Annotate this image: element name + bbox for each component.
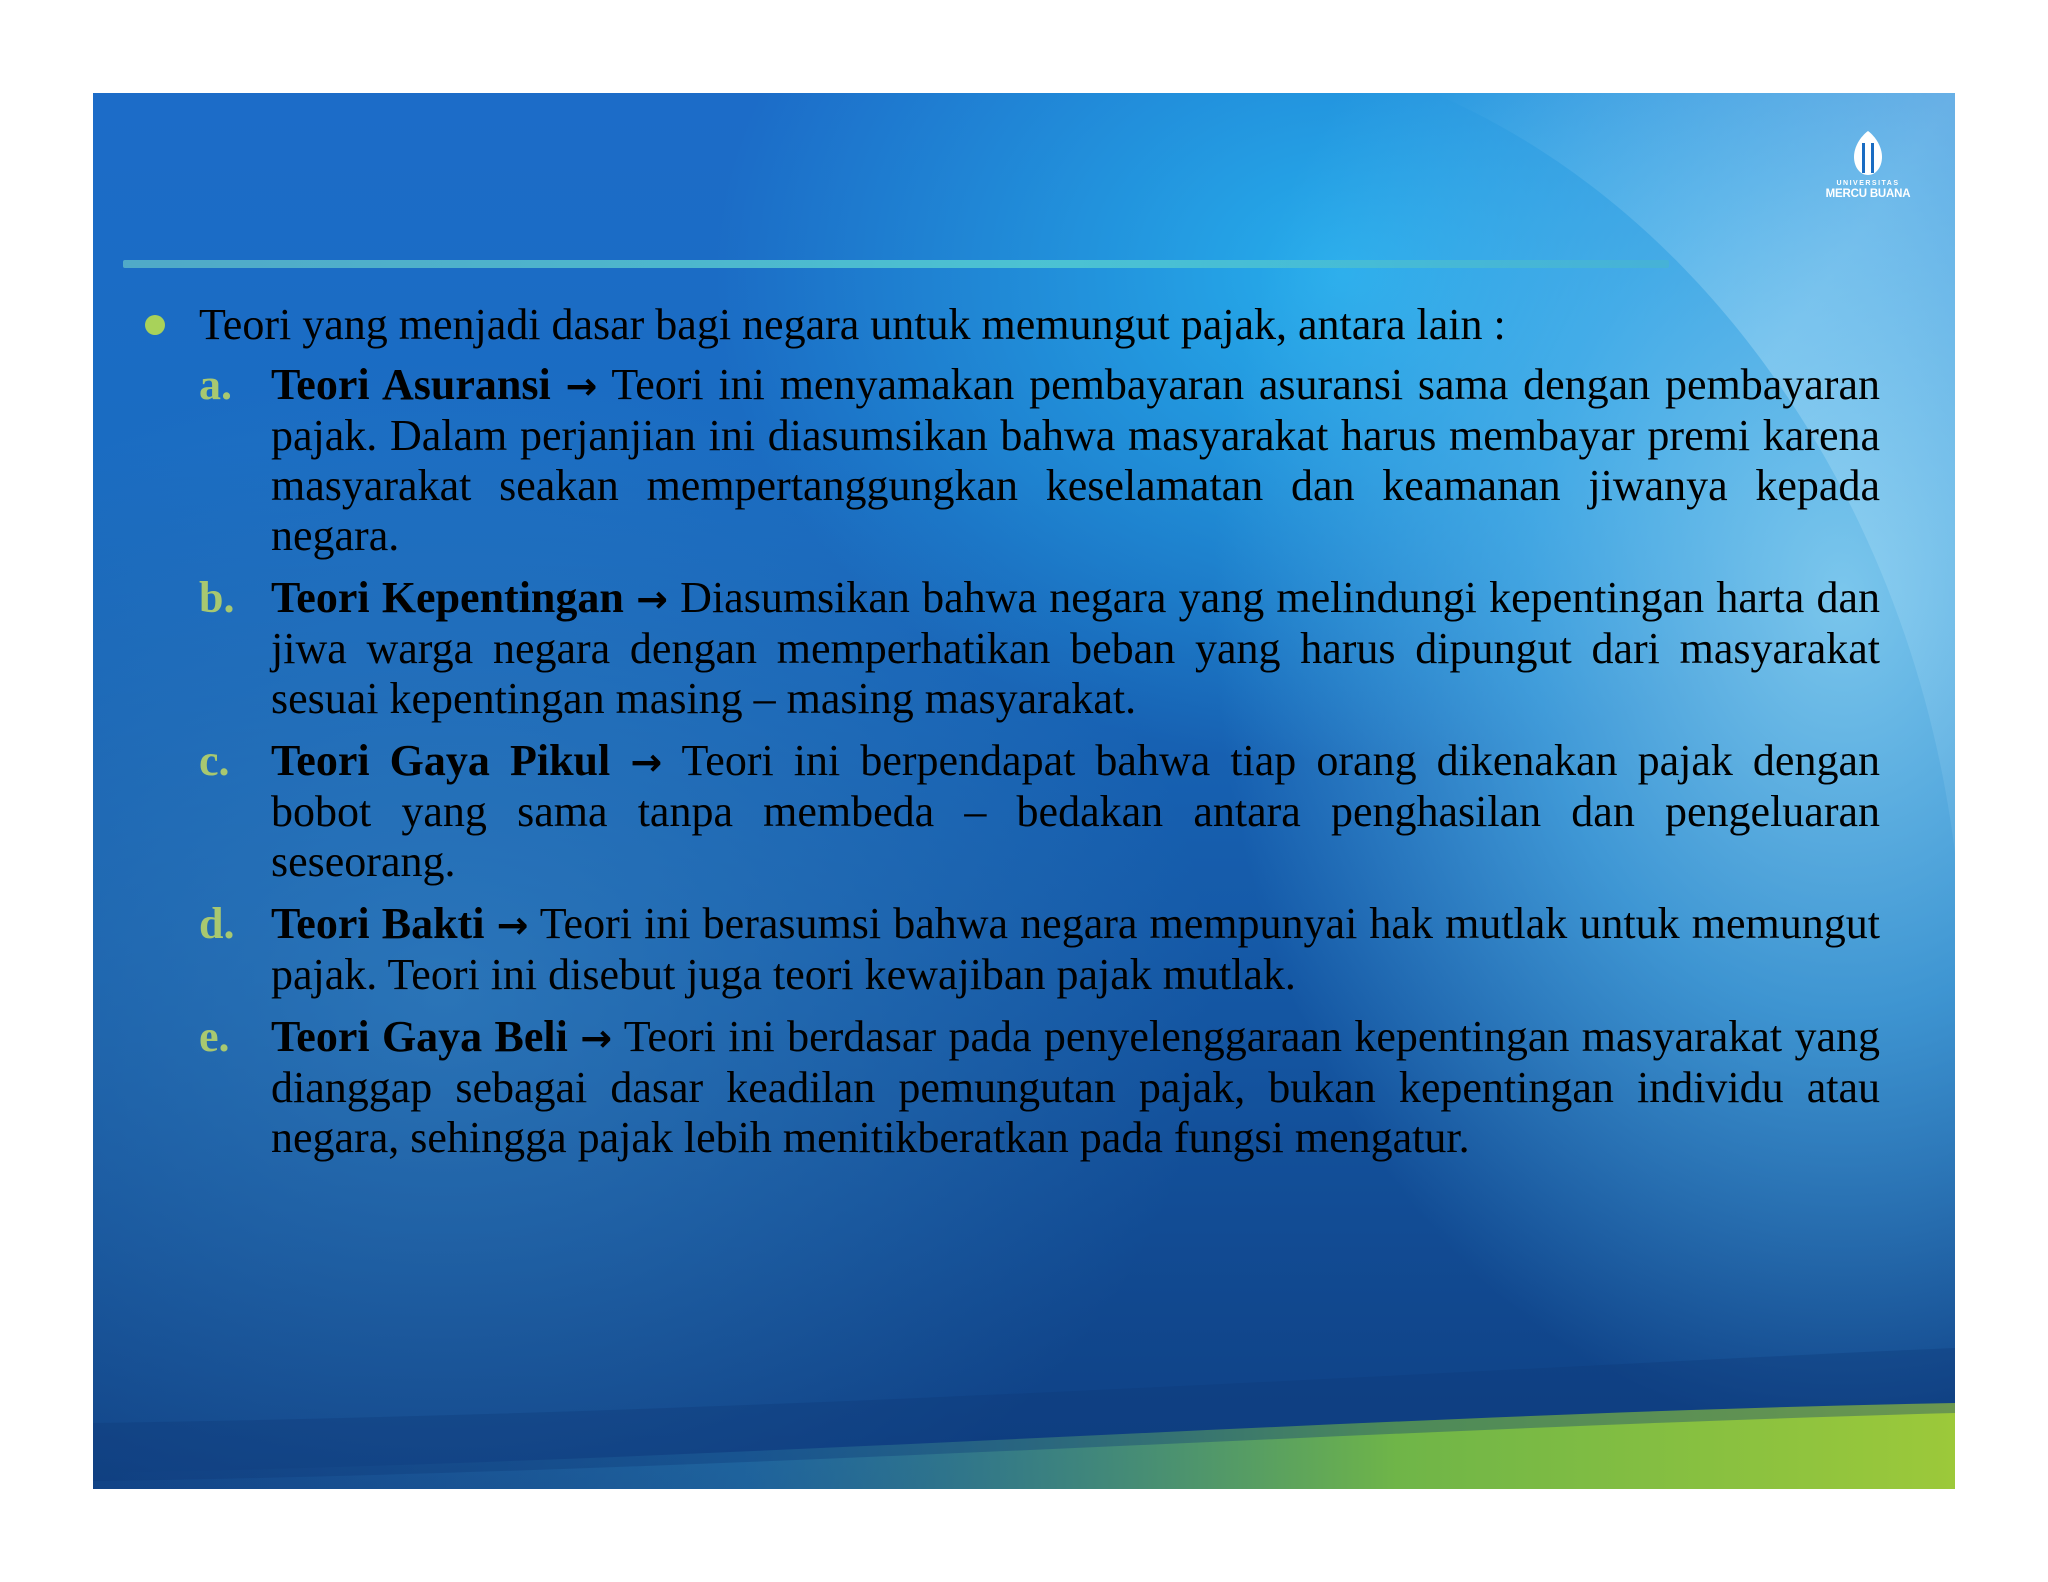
list-item-letter: c. xyxy=(199,736,230,785)
bullet-dot-icon xyxy=(145,315,165,335)
list-item-bakti xyxy=(145,899,1880,1000)
arrow-right-icon: → xyxy=(580,1016,613,1060)
list-item-text: Teori ini menyamakan pembayaran asuransi sama dengan pembayaran pajak. Dalam perjanjian ini diasumsikan bahwa masyarakat harus membayar premi karena masyarakat seakan mempertanggungkan keselamatan dan keamanan jiwanya kepada negara. xyxy=(271,360,1880,560)
list-item-gaya-beli xyxy=(145,1012,1880,1163)
arrow-right-icon: → xyxy=(565,364,598,408)
list-item-title: Teori Asuransi xyxy=(271,360,551,409)
list-item-title: Teori Kepentingan xyxy=(271,573,624,622)
arrow-right-icon: → xyxy=(496,903,529,947)
title-divider xyxy=(123,260,1669,268)
list-item-text: Diasumsikan bahwa negara yang melindungi kepentingan harta dan jiwa warga negara dengan memperhatikan beban yang harus dipungut dari masyarakat sesuai kepentingan masing – masing masyarakat. xyxy=(271,573,1881,723)
list-item-text: Teori ini berpendapat bahwa tiap orang dikenakan pajak dengan bobot yang sama tanpa membeda – bedakan antara penghasilan dan pengeluaran seseorang. xyxy=(271,736,1880,886)
list-item-title: Teori Gaya Pikul xyxy=(271,736,611,785)
slide xyxy=(93,93,1955,1489)
slide-content xyxy=(145,298,1880,1175)
logo-big-text: MERCU BUANA xyxy=(1825,188,1911,200)
arrow-right-icon: → xyxy=(630,740,663,784)
list-item-letter: b. xyxy=(199,573,235,622)
list-item-kepentingan xyxy=(145,573,1880,724)
list-item-letter: e. xyxy=(199,1012,230,1061)
logo-small-text: UNIVERSITAS xyxy=(1836,180,1900,187)
list-item-letter: a. xyxy=(199,360,232,409)
arrow-right-icon: → xyxy=(636,577,668,621)
list-item-text: Teori ini berdasar pada penyelenggaraan kepentingan masyarakat yang dianggap sebagai dasar keadilan pemungutan pajak, bukan kepentingan individu atau negara, sehingga pajak lebih menitikberatkan pada fungsi mengatur. xyxy=(271,1012,1880,1162)
list-item-gaya-pikul xyxy=(145,736,1880,887)
list-item-asuransi xyxy=(145,360,1880,561)
list-item-title: Teori Bakti xyxy=(271,899,485,948)
intro-text: Teori yang menjadi dasar bagi negara untuk memungut pajak, antara lain : xyxy=(199,300,1506,349)
list-item-title: Teori Gaya Beli xyxy=(271,1012,568,1061)
list-item-letter: d. xyxy=(199,899,235,948)
list-item-text: Teori ini berasumsi bahwa negara mempunyai hak mutlak untuk memungut pajak. Teori ini disebut juga teori kewajiban pajak mutlak. xyxy=(271,899,1880,999)
university-logo-icon xyxy=(1848,129,1888,177)
university-logo xyxy=(1813,129,1923,209)
intro-bullet xyxy=(145,298,1880,352)
